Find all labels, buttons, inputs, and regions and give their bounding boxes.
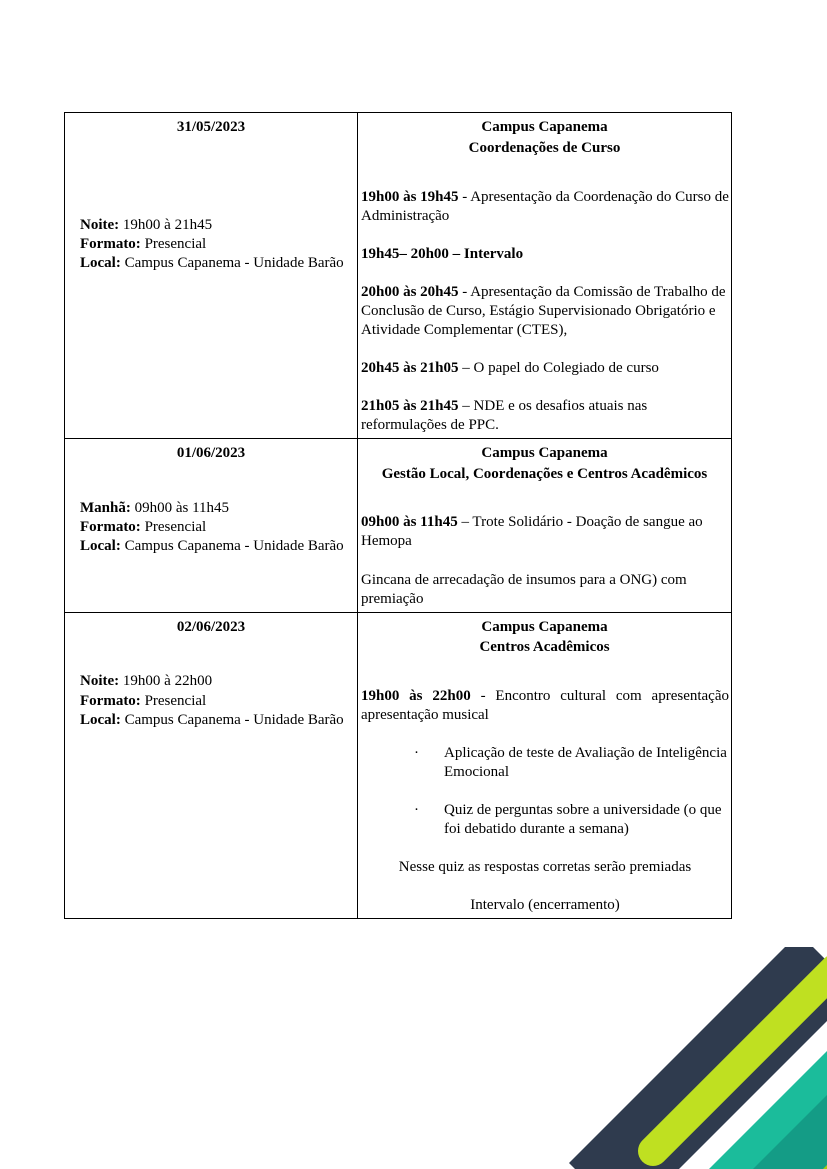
row-1-organizer: Coordenações de Curso bbox=[468, 139, 621, 156]
row-1-period bbox=[65, 216, 357, 235]
row-1-item-1 bbox=[361, 188, 729, 226]
row-2-period-value: 09h00 às 11h45 bbox=[130, 499, 230, 516]
row-2-period bbox=[65, 499, 357, 518]
bullet-dot-icon: · bbox=[414, 745, 419, 762]
row-1-item-1-text: - Apresentação da Coordenação do Curso de Administração bbox=[361, 188, 729, 224]
row-1-format-label: Formato: bbox=[80, 235, 141, 252]
teal-dark-triangle bbox=[675, 1065, 827, 1169]
row-1-item-4-time: 20h45 às 21h05 bbox=[361, 359, 459, 376]
row-3-note: Nesse quiz as respostas corretas serão premiadas bbox=[398, 859, 692, 876]
corner-ribbon-graphic bbox=[567, 947, 827, 1169]
row-3-item-1-text: - Encontro cultural com apresentação apresentação musical bbox=[361, 688, 729, 724]
white-gap bbox=[637, 1007, 827, 1169]
row-1-info-cell bbox=[65, 113, 358, 439]
row-3-item-1-time: 19h00 às 22h00 bbox=[361, 688, 471, 705]
row-2-item-1 bbox=[361, 513, 729, 551]
row-3-date: 02/06/2023 bbox=[176, 618, 246, 635]
row-2-place bbox=[65, 537, 357, 556]
row-2-campus: Campus Capanema bbox=[481, 444, 608, 461]
row-3-organizer: Centros Acadêmicos bbox=[479, 639, 610, 656]
row-1-date: 31/05/2023 bbox=[176, 119, 246, 135]
row-3-format-value: Presencial bbox=[140, 692, 207, 709]
row-1-item-5 bbox=[361, 397, 729, 435]
row-3-format-label: Formato: bbox=[80, 692, 141, 709]
row-1-item-3 bbox=[361, 283, 729, 340]
row-3-campus: Campus Capanema bbox=[481, 618, 608, 635]
row-3-bullet-2-text: Quiz de perguntas sobre a universidade (o que foi debatido durante a semana) bbox=[444, 802, 722, 838]
row-2-place-value: Campus Capanema - Unidade Barão bbox=[120, 538, 344, 555]
row-3-period-label: Noite: bbox=[80, 673, 120, 690]
row-2-format bbox=[65, 518, 357, 537]
lime-stripe bbox=[653, 969, 827, 1151]
row-3-item-1 bbox=[361, 687, 729, 725]
row-2-item-1-time: 09h00 às 11h45 bbox=[361, 514, 458, 531]
row-1-format bbox=[65, 235, 357, 254]
row-2-date: 01/06/2023 bbox=[176, 444, 246, 461]
row-2-extra-line: Gincana de arrecadação de insumos para a ONG) com premiação bbox=[361, 571, 687, 607]
table-row bbox=[65, 438, 732, 612]
row-3-bullet-2 bbox=[361, 801, 729, 839]
row-3-place-value: Campus Capanema - Unidade Barão bbox=[120, 711, 344, 728]
row-3-closing: Intervalo (encerramento) bbox=[470, 897, 620, 914]
row-2-format-label: Formato: bbox=[80, 518, 141, 535]
row-2-format-value: Presencial bbox=[140, 518, 207, 535]
row-3-period-value: 19h00 à 22h00 bbox=[119, 673, 213, 690]
row-2-period-label: Manhã: bbox=[80, 499, 131, 516]
row-1-item-2-time: 19h45– 20h00 – Intervalo bbox=[361, 245, 524, 262]
row-3-bullet-1 bbox=[361, 744, 729, 782]
row-1-period-label: Noite: bbox=[80, 216, 120, 233]
row-1-format-value: Presencial bbox=[140, 235, 207, 252]
row-2-organizer: Gestão Local, Coordenações e Centros Acadêmicos bbox=[381, 465, 708, 482]
row-1-campus: Campus Capanema bbox=[481, 119, 608, 135]
row-3-period bbox=[65, 672, 357, 691]
row-1-period-value: 19h00 à 21h45 bbox=[119, 216, 213, 233]
row-1-item-5-text: – NDE e os desafios atuais nas reformulações de PPC. bbox=[361, 397, 648, 433]
row-3-place-label: Local: bbox=[80, 711, 121, 728]
table-row bbox=[65, 612, 732, 919]
row-3-format bbox=[65, 692, 357, 711]
lime-corner-wedge bbox=[745, 1135, 827, 1169]
row-1-item-2 bbox=[361, 245, 729, 264]
row-3-info-cell bbox=[65, 612, 358, 919]
row-1-place bbox=[65, 254, 357, 273]
row-1-item-5-time: 21h05 às 21h45 bbox=[361, 397, 459, 414]
row-1-item-1-time: 19h00 às 19h45 bbox=[361, 188, 459, 205]
row-3-bullet-1-text: Aplicação de teste de Avaliação de Inteligência Emocional bbox=[444, 745, 727, 781]
teal-light-triangle bbox=[631, 1021, 827, 1169]
row-1-item-4 bbox=[361, 359, 729, 378]
row-1-item-3-text: - Apresentação da Comissão de Trabalho de Conclusão de Curso, Estágio Supervisionado Obrigatório e Atividade Complementar (CTES), bbox=[361, 283, 726, 338]
row-2-info-cell bbox=[65, 438, 358, 612]
row-1-item-4-text: – O papel do Colegiado de curso bbox=[458, 359, 659, 376]
row-1-place-label: Local: bbox=[80, 255, 121, 272]
row-3-program-cell bbox=[358, 612, 732, 919]
row-2-item-1-text: – Trote Solidário - Doação de sangue ao Hemopa bbox=[361, 514, 703, 550]
table-row bbox=[65, 113, 732, 439]
row-1-program-cell bbox=[358, 113, 732, 439]
row-1-item-3-time: 20h00 às 20h45 bbox=[361, 283, 459, 300]
row-3-place bbox=[65, 711, 357, 730]
bullet-dot-icon: · bbox=[414, 802, 419, 819]
navy-band bbox=[569, 947, 827, 1169]
row-1-place-value: Campus Capanema - Unidade Barão bbox=[120, 255, 344, 272]
schedule-table bbox=[64, 112, 732, 919]
row-2-program-cell bbox=[358, 438, 732, 612]
row-2-place-label: Local: bbox=[80, 538, 121, 555]
